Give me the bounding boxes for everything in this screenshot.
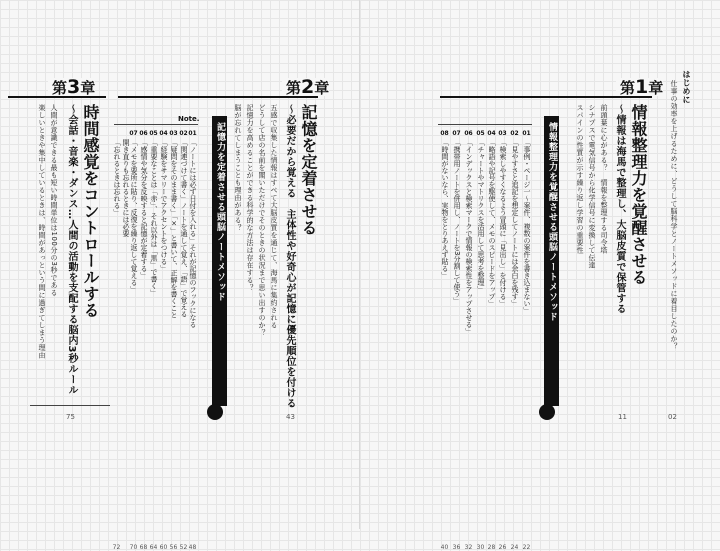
note-label: Note. (178, 115, 200, 123)
left-page: 第3章 時間感覚をコントロールする ～会話・音楽・ダンス…人間の活動を支配する脳内3秒ルール 人間が意識できる最も短い時間単位は100分の3秒である 楽しいときや集中しているときは、時間があっという間に過ぎてしまう理由 75 第2章 記憶を定着させる ～必要だから覚える 主体性や好奇心が記憶に優先順位を付ける 43 五感で収集した情報はすべて大脳皮質を通じて、海馬に集約される どうして店の名前を聞いただけでそのときの状況まで思い出すのか？ 記憶力を高めることができる科学的な方法は存在する？ 脳が忘れてしまうことも理由がある？ 記憶力を定着させる頭脳ノートメソッド Note. 01 「ノートには必ず日付を入れる」それが記憶のフックになる 48 02 「関連づけて書く」ノートを通して覚え、「語」で覚える 52 03 「疑問をそのまま書く」「×」と書いて、正解を書くこと 56 04 「経験をサマリーでアクセントをつける」 60 05 「重要なことは「赤」、それ以外は「黒」で書く」 64 06 「感情や気分を反映すると記憶が定着する」 68 07 「メモを要所に貼り、反復を繰り返して覚える」 70 開き直りも忘れるときには必要 「忘れるときは忘れる」 72 (0, 0, 360, 529)
note-rule (114, 124, 198, 125)
chapter1-intro-line[interactable]: 前頭葉に心がある？ 情報を整理する司令塔 (600, 104, 608, 254)
chapter2-method-band: 記憶力を定着させる頭脳ノートメソッド (212, 116, 227, 406)
chapter3-title: 時間感覚をコントロールする (81, 104, 100, 319)
chapter1-title: 情報整理力を覚醒させる (629, 104, 648, 286)
chapter2-intro-line[interactable]: どうして店の名前を聞いただけでそのときの状況まで思い出すのか？ (258, 104, 266, 337)
intro-text[interactable]: 仕事の効率を上げるために、どうして脳科学とノートメソッドに着目したのか？ (670, 80, 678, 350)
intro-title[interactable]: はじめに (682, 70, 691, 104)
chapter3-subtitle: ～会話・音楽・ダンス…人間の活動を支配する脳内3秒ルール (66, 104, 77, 395)
chapter2-intro-line[interactable]: 五感で収集した情報はすべて大脳皮質を通じて、海馬に集約される (270, 104, 278, 329)
chapter2-label: 第2章 (282, 78, 329, 96)
chapter1-method-band: 情報整理力を覚醒させる頭脳ノートメソッド (544, 116, 559, 406)
intro-page: 02 (668, 413, 677, 421)
chapter1-intro-line[interactable]: シナプスで電気信号から化学信号に変換して伝達 (588, 104, 596, 269)
chapter2-page: 43 (286, 413, 295, 421)
chapter3-item[interactable]: 人間が意識できる最も短い時間単位は100分の3秒である (50, 104, 58, 297)
chapter3-label: 第3章 (48, 78, 95, 96)
right-page: はじめに 仕事の効率を上げるために、どうして脳科学とノートメソッドに着目したのか？ 02 第1章 情報整理力を覚醒させる ～情報は海馬で整理し、大脳皮質で保管する 11 前頭葉に心がある？ 情報を整理する司令塔 シナプスで電気信号から化学信号に変換して伝達 スパインの性質が示す繰り返し学習の重要性 情報整理力を覚醒させる頭脳ノートメソッド 01 「事例・ページ一～案件、複数の案件を書き込まない」 22 02 「見やすさと追記を想定してノートには余白を残す」 24 03 「検索しやすくなるよう冒頭に「見出し」を付ける」 26 04 「略語や記号を駆使して、メモのスピードをアップ」 28 05 「チャートやマトリクスを活用して思考を整理」 30 06 「インデックスと検索マークで情報の検索性をアップさせる」 32 07 「携帯用ノートを併用し、ノートを3分割して使う」 36 08 「時間がないなら、実物をとりあえず貼る」 40 (360, 0, 720, 529)
chapter1-intro-line[interactable]: スパインの性質が示す繰り返し学習の重要性 (576, 104, 584, 254)
chapter3-divider (30, 405, 110, 406)
chapter2-subtitle: ～必要だから覚える 主体性や好奇心が記憶に優先順位を付ける (284, 104, 295, 409)
chapter2-intro-line[interactable]: 脳が忘れてしまうことも理由がある？ (234, 104, 242, 232)
chapter2-title: 記憶を定着させる (299, 104, 318, 236)
chapter1-page: 11 (618, 413, 627, 421)
chapter1-label: 第1章 (616, 78, 663, 96)
chapter3-page: 75 (66, 413, 75, 421)
mascot-icon (539, 404, 555, 420)
chapter1-subtitle: ～情報は海馬で整理し、大脳皮質で保管する (614, 104, 625, 314)
chapter2-intro-line[interactable]: 記憶力を高めることができる科学的な方法は存在する？ (246, 104, 254, 292)
mascot-icon (207, 404, 223, 420)
chapter1-note-rule (438, 124, 532, 125)
chapter3-item[interactable]: 楽しいときや集中しているときは、時間があっという間に過ぎてしまう理由 (38, 104, 46, 359)
